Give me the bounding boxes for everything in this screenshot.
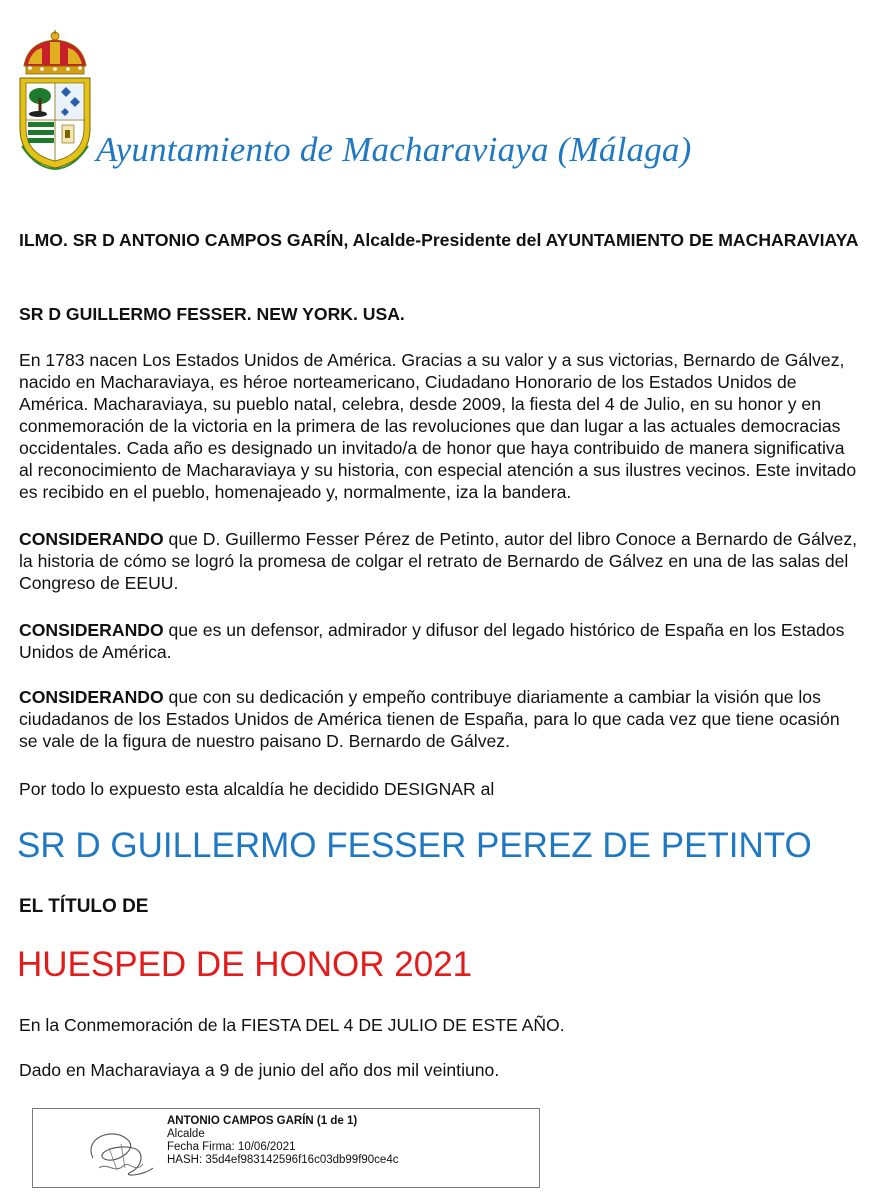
signer-name: ANTONIO CAMPOS GARÍN (1 de 1) <box>167 1115 358 1127</box>
addressee-line: ILMO. SR D ANTONIO CAMPOS GARÍN, Alcalde-Presidente del AYUNTAMIENTO DE MACHARAVIAYA <box>19 230 859 250</box>
considerando-text: que D. Guillermo Fesser Pérez de Petinto, autor del libro Conoce a Bernardo de Gálvez, la historia de cómo se logró la promesa de colgar el retrato de Bernardo de Gálvez en una de las salas del Congreso de EEUU. <box>19 529 858 593</box>
considerando-keyword: CONSIDERANDO <box>19 687 164 707</box>
considerando-paragraph <box>19 619 859 663</box>
signature-box <box>32 1108 540 1188</box>
commemoration-line: En la Conmemoración de la FIESTA DEL 4 DE JULIO DE ESTE AÑO. <box>19 1015 565 1035</box>
considerando-text: que con su dedicación y empeño contribuye diariamente a cambiar la visión que los ciudadanos de los Estados Unidos de América tienen de España, para lo que cada vez que tiene ocasión se vale de la figura de nuestro paisano D. Bernardo de Gálvez. <box>19 687 840 751</box>
handwritten-signature-icon <box>73 1118 169 1182</box>
honor-title: HUESPED DE HONOR 2021 <box>17 945 473 984</box>
considerando-keyword: CONSIDERANDO <box>19 529 164 549</box>
signature-date: Fecha Firma: 10/06/2021 <box>167 1141 296 1153</box>
considerando-keyword: CONSIDERANDO <box>19 620 164 640</box>
intro-paragraph: En 1783 nacen Los Estados Unidos de América. Gracias a su valor y a sus victorias, Bernardo de Gálvez, nacido en Macharaviaya, es héroe norteamericano, Ciudadano Honorario de los Estados Unidos de América. Macharaviaya, su pueblo natal, celebra, desde 2009, la fiesta del 4 de Julio, en su honor y en conmemoración de la victoria en la primera de las revoluciones que dan lugar a las actuales democracias occidentales. Cada año es designado un invitado/a de honor que haya contribuido de manera significativa al reconocimiento de Macharaviaya y su historia, con especial atención a sus ilustres vecinos. Este invitado es recibido en el pueblo, homenajeado y, normalmente, iza la bandera. <box>19 350 857 502</box>
recipient-line: SR D GUILLERMO FESSER. NEW YORK. USA. <box>19 304 405 324</box>
coat-of-arms-icon <box>16 28 94 170</box>
title-intro: EL TÍTULO DE <box>19 896 149 917</box>
signature-hash: HASH: 35d4ef983142596f16c03db99f90ce4c <box>167 1154 399 1166</box>
resolution-line: Por todo lo expuesto esta alcaldía he decidido DESIGNAR al <box>19 779 495 799</box>
signature-details <box>167 1115 398 1167</box>
municipality-name: Ayuntamiento de Macharaviaya (Málaga) <box>96 130 692 169</box>
considerando-paragraph <box>19 528 859 594</box>
signer-role: Alcalde <box>167 1128 205 1140</box>
issued-line: Dado en Macharaviaya a 9 de junio del año dos mil veintiuno. <box>19 1060 500 1080</box>
considerando-text: que es un defensor, admirador y difusor del legado histórico de España en los Estados Unidos de América. <box>19 620 845 662</box>
considerando-paragraph <box>19 686 859 752</box>
honoree-name: SR D GUILLERMO FESSER PEREZ DE PETINTO <box>17 826 812 865</box>
